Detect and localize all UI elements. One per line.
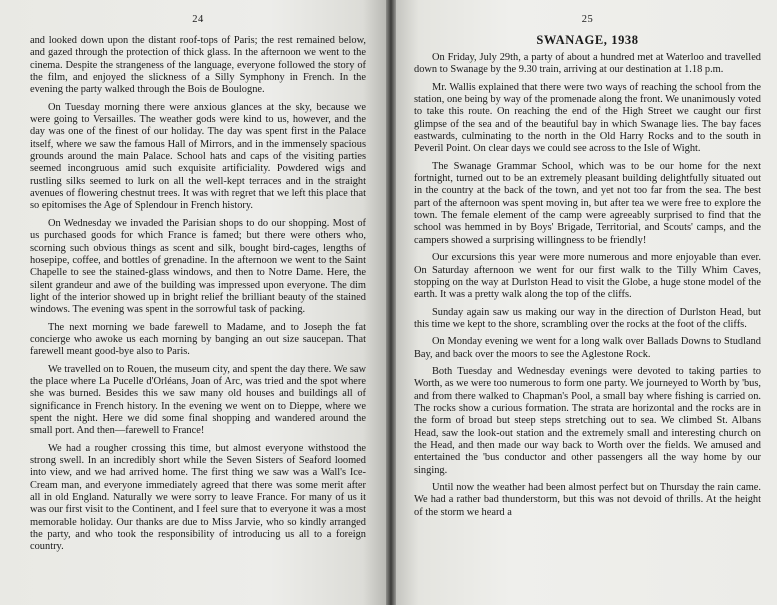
paragraph: On Wednesday we invaded the Parisian shops to do our shopping. Most of us purchased goods for which France is famed; but there were others who, scorning such obvious things as scent and silk, bought bird-cages, lengths of hosepipe, coffee, and bottles of grenadine. In the afternoon we went to the Saint Chapelle to see the stained-glass windows, and then to Notre Dame. Here, the silent grandeur and awe of the building was impressed upon everyone. The dim light of the interior showed up in bright relief the brilliant beauty of the stained windows. The evening was spent in the sorrowful task of packing. bbox=[30, 217, 366, 316]
page-number-left: 24 bbox=[192, 14, 204, 25]
paragraph: Both Tuesday and Wednesday evenings were devoted to taking parties to Worth, as we were too numerous to form one party. We journeyed to Worth by 'bus, and from there walked to Chapman's Pool, a small bay where fishing is carried on. The rocks show a curious formation. The strata are horizontal and the rocks are in the form of broad but steep steps stretching out to sea. We climbed St. Albans Head, saw the look-out station and the extremely small and interesting church on the Head, and then made our way back to Worth over the fields. We amused and entertained the 'bus conductor and other passengers all the way home by our singing. bbox=[414, 365, 761, 476]
paragraph: We travelled on to Rouen, the museum city, and spent the day there. We saw the place where La Pucelle d'Orléans, Joan of Arc, was tried and the spot where she was burned. Besides this we saw many old houses and buildings all of significance in French history. In the evening we went on to Dieppe, where we spent the night. Here we did some final shopping and wandered around the small port. And then—farewell to France! bbox=[30, 363, 366, 437]
paragraph: Mr. Wallis explained that there were two ways of reaching the school from the station, one being by way of the promenade along the front. We unanimously voted to take this route. On reaching the end of the High Street we caught our first glimpse of the sea and of the beautiful bay in which Swanage lies. The bay faces eastwards, culminating to the north in the Old Harry Rocks and to the south in Peveril Point. On clear days we could see across to the Isle of Wight. bbox=[414, 81, 761, 155]
paragraph: On Monday evening we went for a long walk over Ballads Downs to Studland Bay, and back over the moors to see the Aglestone Rock. bbox=[414, 336, 761, 360]
book-gutter bbox=[386, 0, 396, 605]
paragraph: On Tuesday morning there were anxious glances at the sky, because we were going to Versailles. The weather gods were kind to us, however, and the day was one of the finest of our holiday. The day was spent first in the Palace itself, where we saw the famous Hall of Mirrors, and in the immensely spacious grounds around the main Palace. School hats and caps of the visiting parties seemed incongruous amid such exquisite artificiality. Powdered wigs and rustling silks seemed to lurk on all the well-kept terraces and in the straight avenues of flowering chestnut trees. It was with regret that we left this place that so epitomises the Age of Splendour in French history. bbox=[30, 101, 366, 212]
article-title: SWANAGE, 1938 bbox=[536, 33, 639, 47]
paragraph: We had a rougher crossing this time, but almost everyone withstood the strong swell. In an incredibly short while the Seven Sisters of Seaford loomed into view, and we had arrived home. The first thing we saw was a Wall's Ice-Cream man, and everyone immediately agreed that there was some merit after all in old England. Naturally we were sorry to leave France. For many of us it was our first visit to the Continent, and I feel sure that to everyone it was a most memorable holiday. Our thanks are due to Miss Jarvie, who so kindly arranged the party, and who took the responsibility of introducing us all to a foreign country. bbox=[30, 442, 366, 553]
right-page bbox=[396, 0, 777, 605]
page-number-right: 25 bbox=[581, 14, 594, 25]
paragraph: Until now the weather had been almost perfect but on Thursday the rain came. We had a rather bad thunderstorm, but this was not devoid of thrills. At the height of the storm we heard a bbox=[414, 482, 761, 518]
paragraph: On Friday, July 29th, a party of about a hundred met at Waterloo and travelled down to Swanage by the 9.30 train, arriving at our destination at 1.18 p.m. bbox=[414, 52, 761, 76]
paragraph: The next morning we bade farewell to Madame, and to Joseph the fat concierge who awoke us each morning by banging an out size saucepan. That farewell meant good-bye also to Paris. bbox=[30, 321, 366, 358]
paragraph: Sunday again saw us making our way in the direction of Durlston Head, but this time we kept to the shore, scrambling over the rocks at the foot of the cliffs. bbox=[414, 306, 761, 330]
paragraph: Our excursions this year were more numerous and more enjoyable than ever. On Saturday afternoon we went for our first walk to the Tilly Whim Caves, stopping on the way at Durlston Head to visit the Globe, a huge stone model of the earth. It was a pretty walk along the top of the cliffs. bbox=[414, 252, 761, 301]
paragraph: The Swanage Grammar School, which was to be our home for the next fortnight, turned out to be an extremely pleasant building delightfully situated out in the country at the back of the town, and yet not too far from the sea. The best part of the afternoon was spent moving in, but after tea we were free to explore the town. The female element of the camp were agreeably surprised to find that the school was hemmed in by Boys' Brigade, Territorial, and Scouts' camps, and the campers showed a surprising willingness to be friendly! bbox=[414, 160, 761, 246]
paragraph: and looked down upon the distant roof-tops of Paris; the rest remained below, and gazed through the protection of thick glass. In the afternoon we went to the cinema. Despite the strangeness of the language, everyone followed the story of the film, and enjoyed the slickness of a Silly Symphony in French. In the evening the party walked through the Bois de Boulogne. bbox=[30, 35, 366, 96]
left-page bbox=[0, 0, 386, 605]
